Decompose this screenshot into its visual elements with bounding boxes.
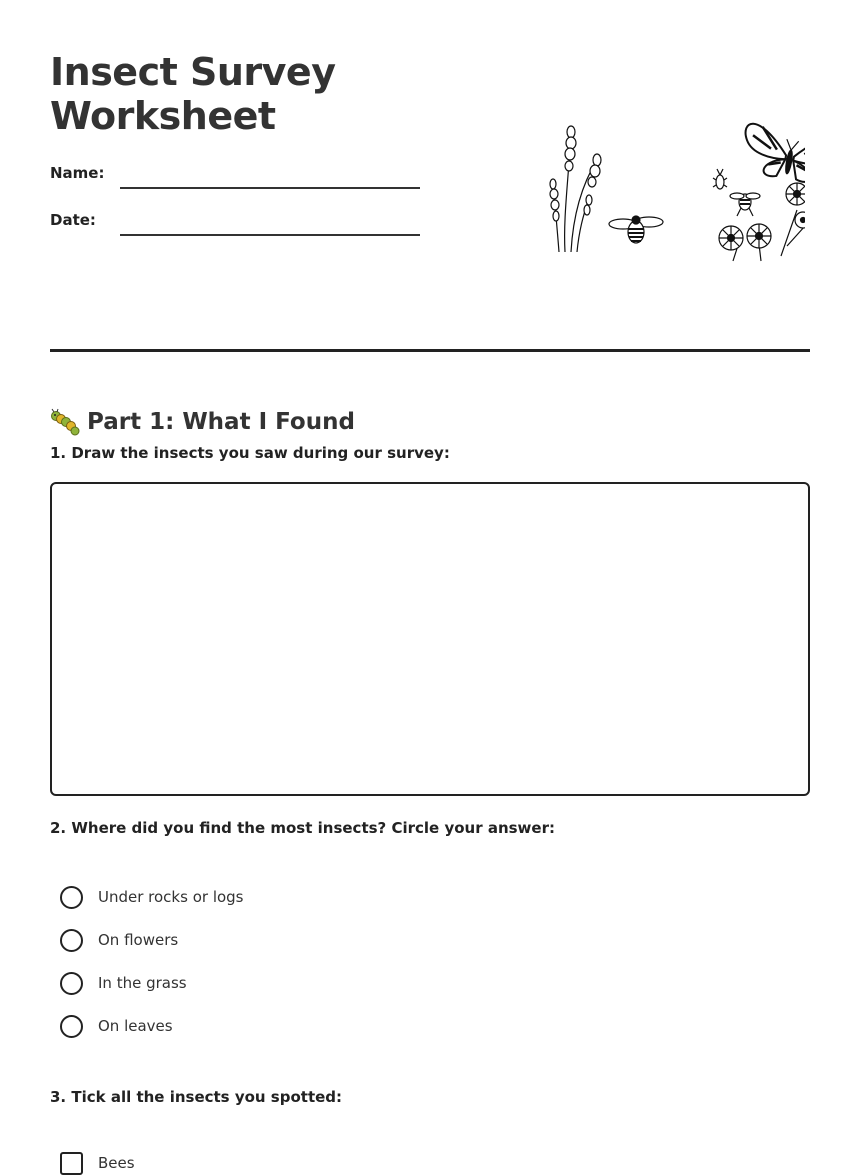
checkbox-bees[interactable] [60,1150,135,1176]
checkbox-label: Bees [98,1154,135,1172]
insects-and-flowers-illustration [545,116,805,266]
option-label: On leaves [98,1017,173,1035]
date-label: Date: [50,211,96,229]
part1-title: Part 1: What I Found [87,409,355,436]
title-line-2: Worksheet [50,94,276,138]
option-on-leaves[interactable] [60,1013,173,1039]
page-title [50,50,470,138]
drawing-area[interactable] [50,482,810,796]
lavender-icon [550,126,601,252]
wasp-icon [730,193,760,216]
part1-heading [50,405,355,439]
section-divider [50,349,810,352]
checkbox-icon[interactable] [60,1152,83,1175]
radio-circle-icon[interactable] [60,886,83,909]
caterpillar-icon [50,407,80,437]
question-1: 1. Draw the insects you saw during our survey: [50,444,450,462]
radio-circle-icon[interactable] [60,972,83,995]
name-field[interactable] [120,187,420,189]
option-label: Under rocks or logs [98,888,244,906]
option-in-grass[interactable] [60,970,187,996]
question-2: 2. Where did you find the most insects? Circle your answer: [50,819,555,837]
butterfly-icon [739,123,805,188]
radio-circle-icon[interactable] [60,1015,83,1038]
option-on-flowers[interactable] [60,927,178,953]
option-label: In the grass [98,974,187,992]
name-label: Name: [50,164,105,182]
question-3: 3. Tick all the insects you spotted: [50,1088,343,1106]
worksheet-page [50,0,810,1172]
radio-circle-icon[interactable] [60,929,83,952]
beetle-icon [713,169,727,189]
bee-icon [609,216,663,243]
title-line-1: Insect Survey [50,50,336,94]
option-label: On flowers [98,931,179,949]
option-under-rocks[interactable] [60,884,244,910]
date-field[interactable] [120,234,420,236]
